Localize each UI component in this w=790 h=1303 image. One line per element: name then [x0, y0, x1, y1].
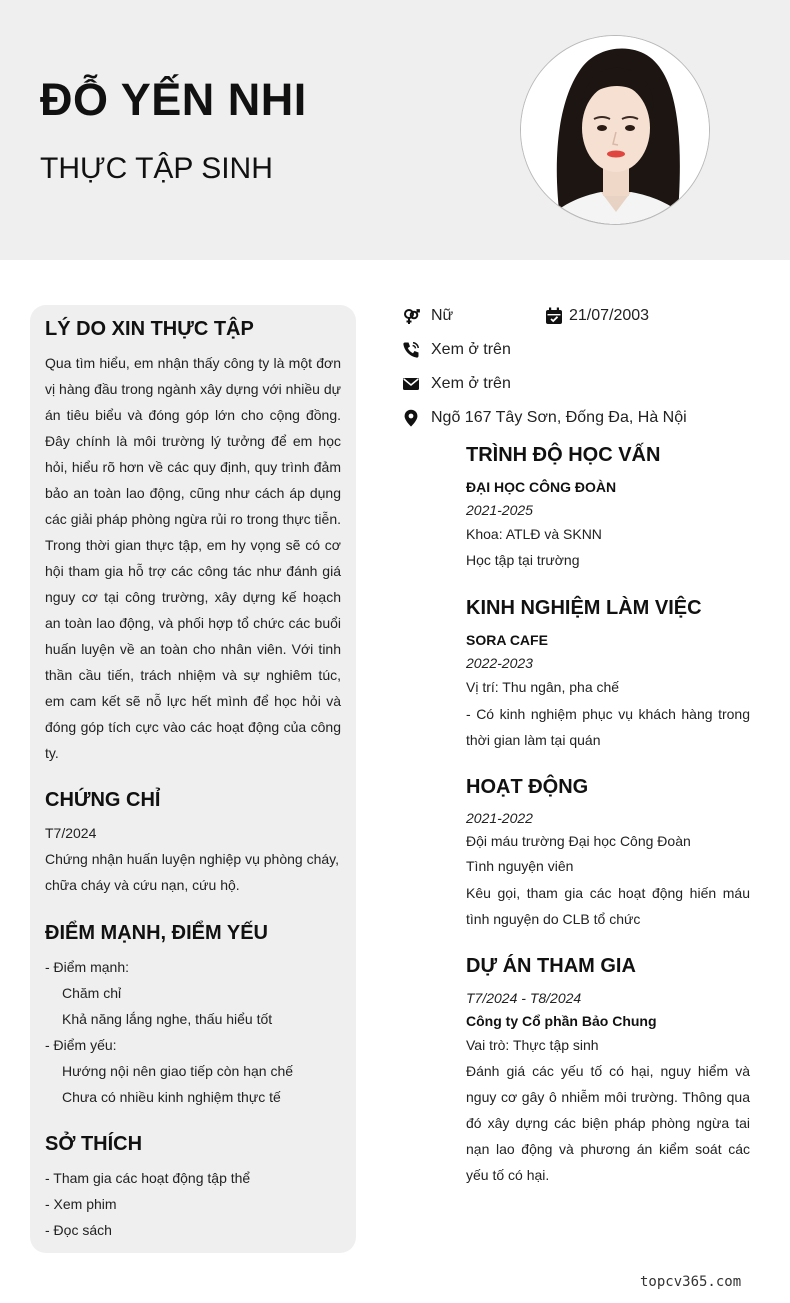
education-note: Học tập tại trường	[466, 552, 580, 568]
reason-section-title: LÝ DO XIN THỰC TẬP	[45, 318, 254, 340]
header-banner	[0, 0, 790, 260]
experience-role: Vị trí: Thu ngân, pha chế	[466, 679, 620, 695]
projects-section-title: DỰ ÁN THAM GIA	[466, 955, 636, 977]
gender-icon	[402, 307, 420, 325]
candidate-position: THỰC TẬP SINH	[40, 152, 273, 185]
certificates-section-title: CHỨNG CHỈ	[45, 789, 161, 811]
strength-item: Khả năng lắng nghe, thấu hiểu tốt	[62, 1011, 273, 1027]
left-sidebar-panel	[30, 305, 356, 1253]
weakness-item: Hướng nội nên giao tiếp còn hạn chế	[62, 1063, 294, 1079]
experience-company: SORA CAFE	[466, 632, 548, 648]
experience-description: - Có kinh nghiệm phục vụ khách hàng trong thời gian làm tại quán	[466, 706, 750, 748]
certificate-text: Chứng nhận huấn luyện nghiệp vụ phòng cháy, chữa cháy và cứu nạn, cứu hộ.	[45, 851, 340, 893]
projects-role: Vai trò: Thực tập sinh	[466, 1037, 599, 1053]
birthday-value: 21/07/2003	[569, 307, 650, 324]
activities-section-title: HOẠT ĐỘNG	[466, 776, 589, 798]
strength-item: Chăm chỉ	[62, 985, 122, 1001]
phone-value: Xem ở trên	[431, 341, 511, 358]
activities-description: Kêu gọi, tham gia các hoạt động hiến máu tình nguyện do CLB tổ chức	[466, 885, 750, 927]
calendar-icon	[545, 307, 563, 325]
portrait-illustration	[521, 36, 710, 225]
email-value: Xem ở trên	[431, 375, 511, 392]
weaknesses-label: - Điểm yếu:	[45, 1037, 117, 1053]
education-section-title: TRÌNH ĐỘ HỌC VẤN	[466, 444, 661, 466]
activities-years: 2021-2022	[466, 810, 533, 826]
weakness-item: Chưa có nhiều kinh nghiệm thực tế	[62, 1089, 281, 1105]
projects-years: T7/2024 - T8/2024	[466, 990, 582, 1006]
certificate-date: T7/2024	[45, 825, 97, 841]
education-faculty: Khoa: ATLĐ và SKNN	[466, 526, 602, 542]
reason-text: Qua tìm hiểu, em nhận thấy công ty là một đơn vị hàng đầu trong ngành xây dựng với nhiều dự án tiêu biểu và đóng góp lớn cho cộng đồng. Đây chính là môi trường lý tưởng để em học hỏi, hiểu rõ hơn về các quy định, quy trình đảm bảo an toàn lao động, cũng như cách áp dụng các giải pháp phòng ngừa rủi ro trong thực tiễn. Trong thời gian thực tập, em hy vọng sẽ có cơ hội tham gia hỗ trợ các công tác như đánh giá nguy cơ tại công trường, xây dựng kế hoạch an toàn lao động, và phối hợp tổ chức các buổi huấn luyện về an toàn cho nhân viên. Với tinh thần cầu tiến, trách nhiệm và sự nghiêm túc, em cam kết sẽ nỗ lực hết mình để học hỏi và đóng góp tích cực vào các hoạt động của công ty.	[45, 355, 341, 761]
profile-photo	[520, 35, 710, 225]
location-pin-icon	[402, 409, 420, 427]
strengths-section-title: ĐIỂM MẠNH, ĐIỂM YẾU	[45, 922, 268, 944]
footer-brand: topcv365.com	[640, 1274, 742, 1290]
candidate-name: ĐỖ YẾN NHI	[40, 74, 307, 125]
projects-description: Đánh giá các yếu tố có hại, nguy hiểm và nguy cơ gây ô nhiễm môi trường. Thông qua đó xây dựng các biện pháp phòng ngừa tai nạn lao động và phương án kiểm soát các yếu tố có hại.	[466, 1063, 750, 1183]
hobby-item: - Đọc sách	[45, 1222, 112, 1238]
email-icon	[402, 375, 420, 393]
education-years: 2021-2025	[466, 502, 533, 518]
education-school: ĐẠI HỌC CÔNG ĐOÀN	[466, 479, 617, 495]
projects-company: Công ty Cổ phần Bảo Chung	[466, 1013, 657, 1029]
activities-organization: Đội máu trường Đại học Công Đoàn	[466, 833, 691, 849]
address-value: Ngõ 167 Tây Sơn, Đống Đa, Hà Nội	[431, 409, 687, 426]
strengths-label: - Điểm mạnh:	[45, 959, 130, 975]
experience-section-title: KINH NGHIỆM LÀM VIỆC	[466, 597, 702, 619]
gender-value: Nữ	[431, 307, 454, 324]
hobby-item: - Xem phim	[45, 1196, 117, 1212]
activities-role: Tình nguyện viên	[466, 858, 574, 874]
hobbies-section-title: SỞ THÍCH	[45, 1133, 143, 1155]
experience-years: 2022-2023	[466, 655, 533, 671]
hobby-item: - Tham gia các hoạt động tập thể	[45, 1170, 251, 1186]
phone-icon	[402, 341, 420, 359]
